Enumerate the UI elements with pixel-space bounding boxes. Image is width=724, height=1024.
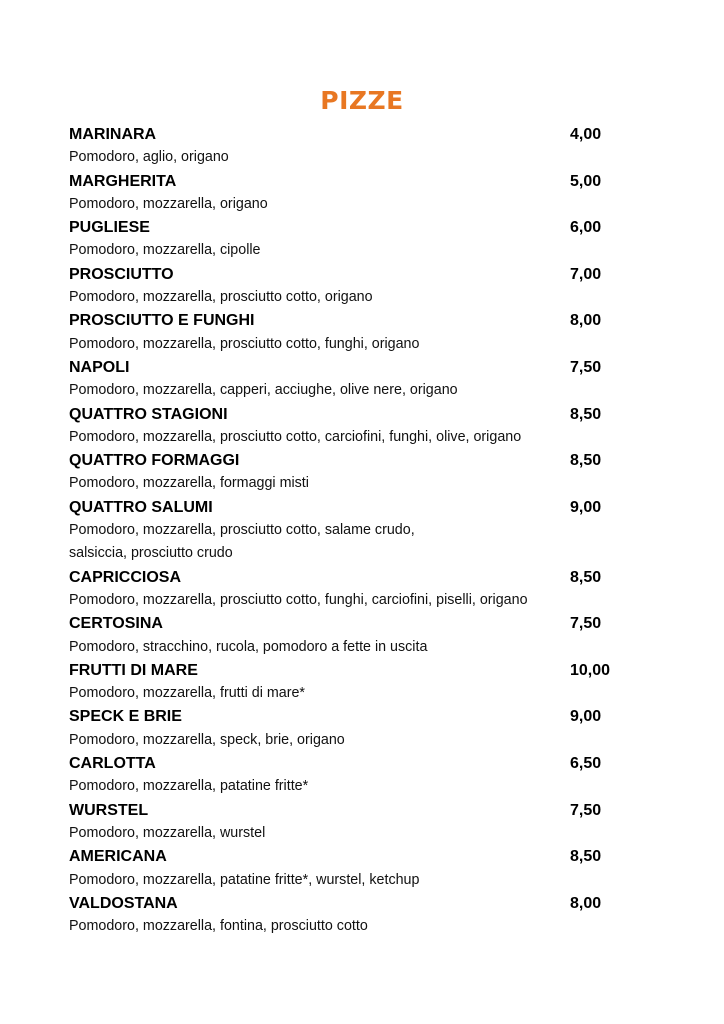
item-name: CERTOSINA xyxy=(69,615,163,633)
item-description: Pomodoro, mozzarella, prosciutto cotto, funghi, origano xyxy=(69,335,420,352)
item-price: 8,50 xyxy=(570,848,602,866)
item-description: Pomodoro, mozzarella, fontina, prosciutto cotto xyxy=(69,918,368,935)
item-name: NAPOLI xyxy=(69,358,130,376)
item-name: SPECK E BRIE xyxy=(69,708,182,726)
item-description: Pomodoro, mozzarella, prosciutto cotto, salame crudo, xyxy=(69,522,415,539)
item-description: Pomodoro, mozzarella, prosciutto cotto, origano xyxy=(69,289,373,306)
item-price: 8,50 xyxy=(570,452,602,470)
item-price: 5,00 xyxy=(570,172,602,190)
menu-list xyxy=(69,123,629,938)
item-name: FRUTTI DI MARE xyxy=(69,661,198,679)
item-price: 9,00 xyxy=(570,708,602,726)
item-name: PROSCIUTTO xyxy=(69,265,174,283)
item-description: Pomodoro, mozzarella, prosciutto cotto, funghi, carciofini, piselli, origano xyxy=(69,591,528,608)
menu-item xyxy=(69,309,629,356)
menu-item xyxy=(69,496,629,566)
menu-item xyxy=(69,403,629,450)
page-title: PIZZE xyxy=(320,86,404,115)
menu-item xyxy=(69,356,629,403)
item-description: Pomodoro, mozzarella, patatine fritte* xyxy=(69,778,309,795)
menu-item xyxy=(69,216,629,263)
item-name: WURSTEL xyxy=(69,801,149,819)
menu-item xyxy=(69,263,629,310)
item-name: CAPRICCIOSA xyxy=(69,568,182,586)
item-description: Pomodoro, mozzarella, origano xyxy=(69,195,268,212)
item-description: Pomodoro, aglio, origano xyxy=(69,149,229,166)
item-description: Pomodoro, mozzarella, capperi, acciughe, olive nere, origano xyxy=(69,382,458,399)
menu-item xyxy=(69,892,629,939)
item-description: Pomodoro, mozzarella, formaggi misti xyxy=(69,475,309,492)
menu-item xyxy=(69,612,629,659)
menu-item xyxy=(69,123,629,170)
menu-item xyxy=(69,566,629,613)
menu-item xyxy=(69,449,629,496)
item-price: 4,00 xyxy=(570,126,602,143)
menu-item xyxy=(69,752,629,799)
item-description: salsiccia, prosciutto crudo xyxy=(69,545,233,562)
item-description: Pomodoro, stracchino, rucola, pomodoro a fette in uscita xyxy=(69,638,428,655)
menu-item xyxy=(69,705,629,752)
menu-item xyxy=(69,659,629,706)
item-description: Pomodoro, mozzarella, wurstel xyxy=(69,824,266,841)
item-name: MARINARA xyxy=(69,126,157,143)
item-price: 7,50 xyxy=(570,615,602,633)
item-name: PUGLIESE xyxy=(69,219,150,237)
item-price: 7,50 xyxy=(570,801,602,819)
item-name: VALDOSTANA xyxy=(69,894,178,912)
item-description: Pomodoro, mozzarella, prosciutto cotto, carciofini, funghi, olive, origano xyxy=(69,428,522,445)
item-price: 10,00 xyxy=(570,661,611,679)
item-name: QUATTRO FORMAGGI xyxy=(69,452,240,470)
item-name: QUATTRO SALUMI xyxy=(69,498,213,516)
menu-item xyxy=(69,799,629,846)
item-price: 7,50 xyxy=(570,358,602,376)
item-price: 8,50 xyxy=(570,568,602,586)
menu-item xyxy=(69,170,629,217)
item-name: CARLOTTA xyxy=(69,755,156,773)
item-description: Pomodoro, mozzarella, cipolle xyxy=(69,242,261,259)
item-description: Pomodoro, mozzarella, speck, brie, origano xyxy=(69,731,345,748)
item-price: 6,00 xyxy=(570,219,602,237)
item-name: QUATTRO STAGIONI xyxy=(69,405,228,423)
item-name: AMERICANA xyxy=(69,848,167,866)
item-price: 8,50 xyxy=(570,405,602,423)
item-name: MARGHERITA xyxy=(69,172,177,190)
item-price: 8,00 xyxy=(570,312,602,330)
item-price: 6,50 xyxy=(570,755,602,773)
item-name: PROSCIUTTO E FUNGHI xyxy=(69,312,255,330)
item-price: 7,00 xyxy=(570,265,602,283)
item-description: Pomodoro, mozzarella, frutti di mare* xyxy=(69,685,305,702)
item-description: Pomodoro, mozzarella, patatine fritte*, wurstel, ketchup xyxy=(69,871,420,888)
item-price: 9,00 xyxy=(570,498,602,516)
item-price: 8,00 xyxy=(570,894,602,912)
menu-item xyxy=(69,845,629,892)
